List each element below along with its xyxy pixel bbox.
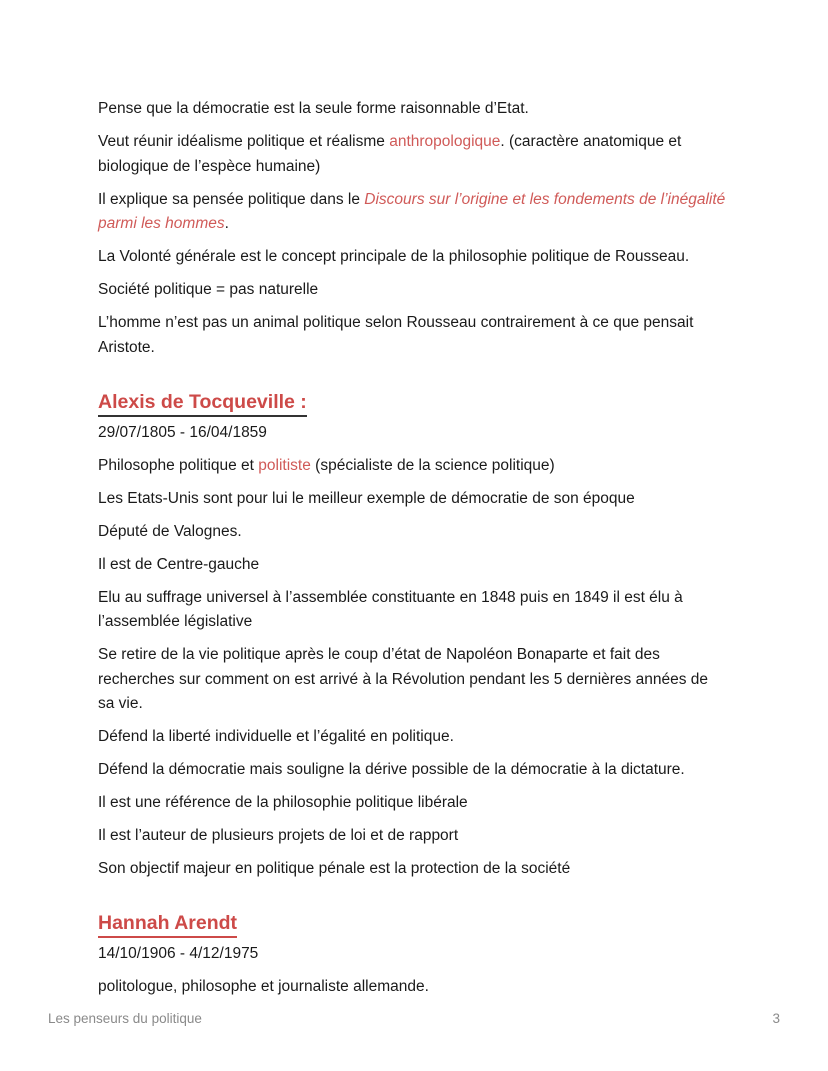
paragraph	[98, 188, 728, 237]
paragraph: Il est une référence de la philosophie politique libérale	[98, 794, 468, 811]
paragraph: Les Etats-Unis sont pour lui le meilleur exemple de démocratie de son époque	[98, 489, 635, 507]
text: (spécialiste de la science politique)	[310, 456, 555, 474]
paragraph: Pense que la démocratie est la seule forme raisonnable d’Etat.	[98, 100, 529, 117]
footer-document-title: Les penseurs du politique	[48, 1011, 202, 1026]
paragraph: Son objectif majeur en politique pénale est la protection de la société	[98, 860, 571, 877]
paragraph	[98, 454, 728, 479]
paragraph: Défend la démocratie mais souligne la dérive possible de la démocratie à la dictature.	[98, 761, 685, 778]
paragraph: Il est l’auteur de plusieurs projets de loi et de rapport	[98, 827, 459, 844]
paragraph: L’homme n’est pas un animal politique selon Rousseau contrairement à ce que pensait Aristote.	[98, 314, 694, 356]
paragraph: La Volonté générale est le concept principale de la philosophie politique de Rousseau.	[98, 248, 690, 265]
paragraph	[98, 130, 728, 179]
text: . (caractère anatomique et biologique de l’espèce humaine)	[98, 133, 682, 175]
document-page	[98, 97, 728, 1008]
section-heading-wrap	[98, 369, 728, 421]
discours-title-link[interactable]: Discours sur l’origine et les fondements de l’inégalité parmi les hommes	[98, 190, 726, 232]
text: .	[224, 215, 229, 232]
anthropologique-link[interactable]: anthropologique	[389, 133, 501, 150]
text: Philosophe politique et	[98, 456, 259, 474]
politiste-link[interactable]: politiste	[258, 456, 311, 474]
paragraph: Député de Valognes.	[98, 522, 242, 540]
dates: 14/10/1906 - 4/12/1975	[98, 945, 259, 962]
section-heading-wrap	[98, 890, 728, 942]
paragraph: Se retire de la vie politique après le coup d’état de Napoléon Bonaparte et fait des recherches sur comment on est arrivé à la Révolution pendant les 5 dernières années de sa vie.	[98, 646, 709, 712]
paragraph: Elu au suffrage universel à l’assemblée constituante en 1848 puis en 1849 il est élu à l’assemblée législative	[98, 588, 683, 630]
dates: 29/07/1805 - 16/04/1859	[98, 423, 267, 441]
paragraph: Il est de Centre-gauche	[98, 555, 260, 573]
paragraph: politologue, philosophe et journaliste allemande.	[98, 978, 429, 995]
paragraph: Société politique = pas naturelle	[98, 281, 319, 298]
paragraph: Défend la liberté individuelle et l’égalité en politique.	[98, 728, 454, 745]
heading-arendt: Hannah Arendt	[98, 910, 237, 938]
footer-page-number: 3	[772, 1011, 780, 1026]
text: Veut réunir idéalisme politique et réalisme	[98, 133, 390, 150]
text: Il explique sa pensée politique dans le	[98, 190, 365, 208]
heading-tocqueville: Alexis de Tocqueville :	[98, 389, 307, 417]
